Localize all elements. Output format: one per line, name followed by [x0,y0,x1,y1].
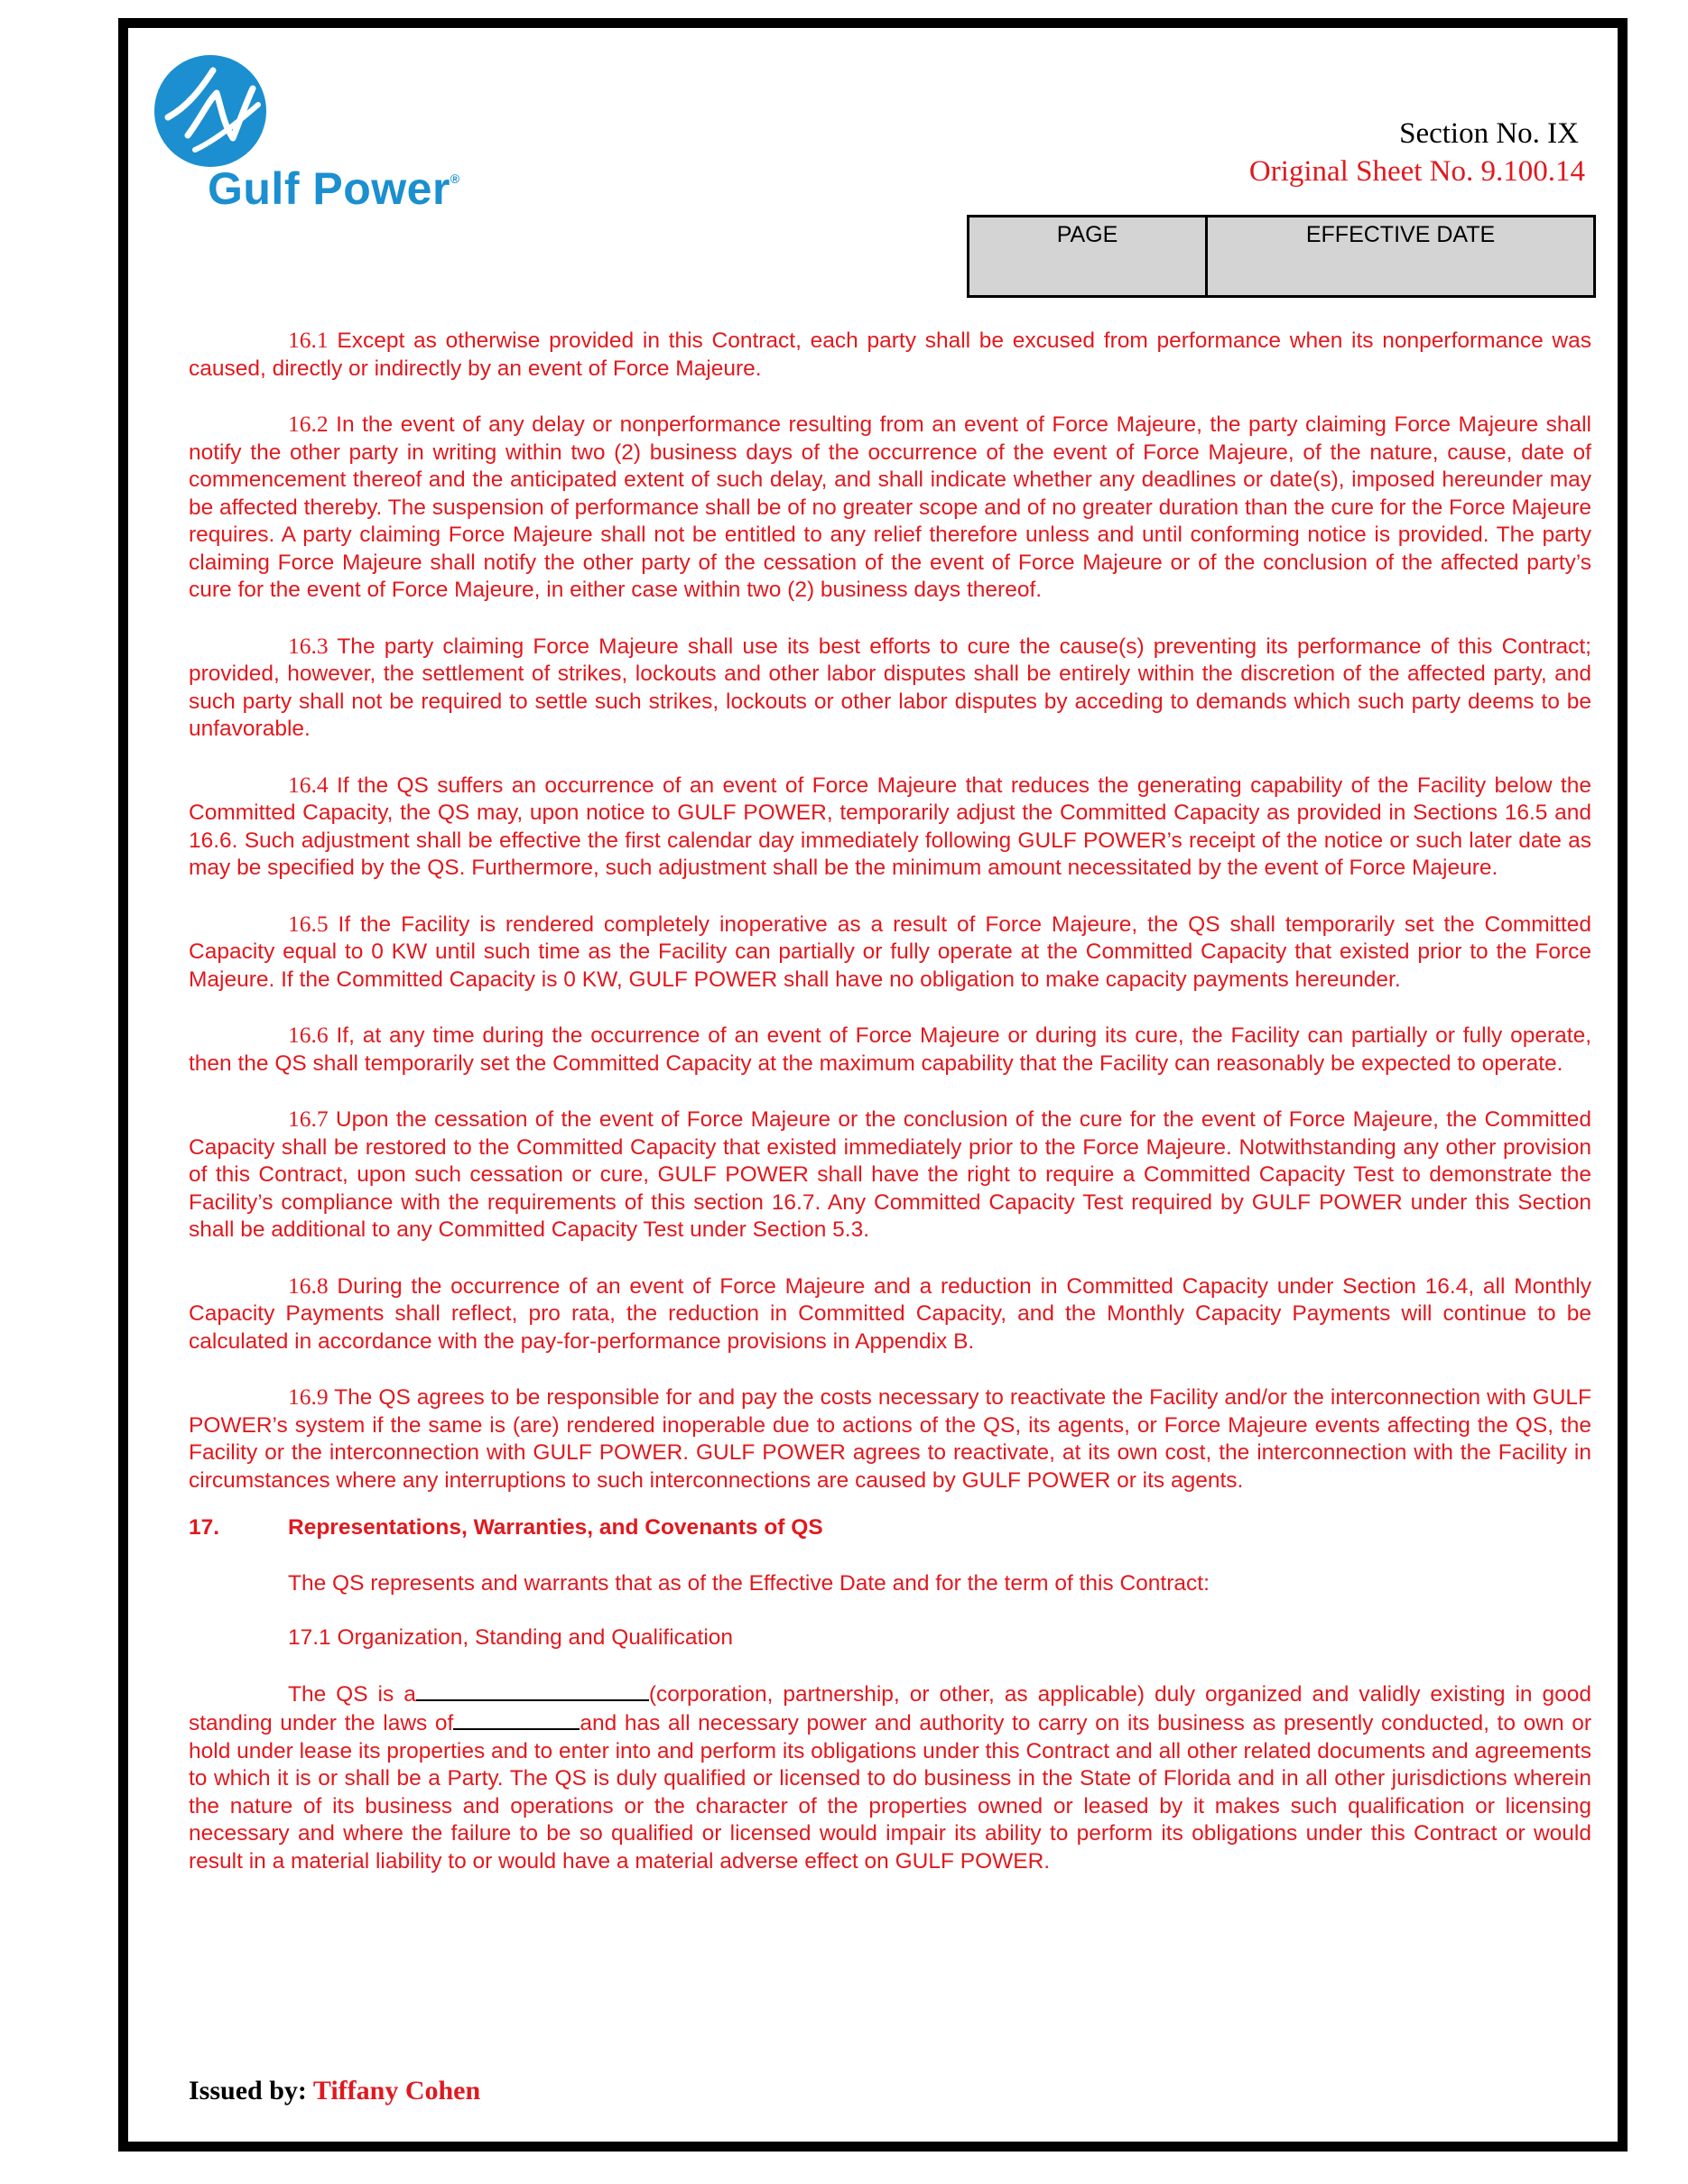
state-of-law-blank [453,1708,580,1730]
paragraph-16-1: 16.1 Except as otherwise provided in this Contract, each party shall be excused from performance when its nonperformance was caused, directly or indirectly by an event of Force Majeure. [189,327,1591,381]
page-effective-date-table [967,215,1596,298]
section-17-number: 17. [189,1515,220,1540]
subsection-17-1-heading: 17.1 Organization, Standing and Qualification [288,1625,734,1650]
document-body [189,327,1591,1903]
paragraph-16-8: 16.8 During the occurrence of an event of Force Majeure and a reduction in Committed Capacity under Section 16.4, all Monthly Capacity Payments shall reflect, pro rata, the reduction in Committed Capacity, and the Monthly Capacity Payments will continue to be calculated in accordance with the pay-for-performance provisions in Appendix B. [189,1272,1591,1354]
issued-by [189,2076,480,2106]
paragraph-16-5: 16.5 If the Facility is rendered completely inoperative as a result of Force Majeure, the QS shall temporarily set the Committed Capacity equal to 0 KW until such time as the Facility can partially or fully operate at the Committed Capacity that existed prior to the Force Majeure. If the Committed Capacity is 0 KW, GULF POWER shall have no obligation to make capacity payments hereunder. [189,910,1591,992]
entity-type-blank [416,1680,649,1701]
effective-date-column-header: EFFECTIVE DATE [1305,222,1496,247]
section-17-heading [189,1514,1591,1542]
paragraph-16-4: 16.4 If the QS suffers an occurrence of an event of Force Majeure that reduces the generating capability of the Facility below the Committed Capacity, the QS may, upon notice to GULF POWER, temporarily adjust the Committed Capacity as provided in Sections 16.5 and 16.6. Such adjustment shall be effective the first calendar day immediately following GULF POWER’s receipt of the notice or such later date as may be specified by the QS. Furthermore, such adjustment shall be the minimum amount necessitated by the event of Force Majeure. [189,771,1591,880]
sheet-number: Original Sheet No. 9.100.14 [1248,155,1585,188]
page-column-header: PAGE [969,217,1208,295]
paragraph-16-9: 16.9 The QS agrees to be responsible for and pay the costs necessary to reactivate the Facility and/or the interconnection with GULF POWER’s system if the same is (are) rendered inoperable due to actions of the QS, its agents, or Force Majeure events affecting the QS, the Facility or the interconnection with GULF POWER. GULF POWER agrees to reactivate, at its own cost, the interconnection with the Facility in circumstances where any interruptions to such interconnections are caused by GULF POWER or its agents. [189,1384,1591,1493]
issued-by-label: Issued by: [189,2076,307,2105]
paragraph-17-1: The QS is a (corporation, partnership, or other, as applicable) duly organized and validly existing in good standing under the laws of and has all necessary power and authority to carry on its business as presently conducted, to own or hold under lease its properties and to enter into and perform its obligations under this Contract and all other related documents and agreements to which it is or shall be a Party. The QS is duly qualified or licensed to do business in the State of Florida and in all other jurisdictions wherein the nature of its business and operations or the character of the properties owned or leased by it makes such qualification or licensing necessary and where the failure to be so qualified or licensed would impair its ability to perform its obligations under this Contract or would result in a material liability to or would have a material adverse effect on GULF POWER. [189,1680,1591,1876]
section-17-title: Representations, Warranties, and Covenants of QS [288,1515,823,1540]
logo-wordmark: Gulf Power® [208,163,460,214]
paragraph-16-6: 16.6 If, at any time during the occurrence of an event of Force Majeure or during its cure, the Facility can partially or fully operate, then the QS shall temporarily set the Committed Capacity at the maximum capability that the Facility can reasonably be expected to operate. [189,1022,1591,1076]
paragraph-16-2: 16.2 In the event of any delay or nonperformance resulting from an event of Force Majeure, the party claiming Force Majeure shall notify the other party in writing within two (2) business days of the occurrence of the event of Force Majeure, of the nature, cause, date of commencement thereof and the anticipated extent of such delay, and shall indicate whether any deadlines or date(s), imposed hereunder may be affected thereby. The suspension of performance shall be of no greater scope and of no greater duration than the cure for the Force Majeure requires. A party claiming Force Majeure shall not be entitled to any relief therefore unless and until conforming notice is provided. The party claiming Force Majeure shall notify the other party of the cessation of the event of Force Majeure or of the conclusion of the affected party’s cure for the event of Force Majeure, in either case within two (2) business days thereof. [189,411,1591,602]
company-logo [152,52,531,219]
paragraph-16-3: 16.3 The party claiming Force Majeure shall use its best efforts to cure the cause(s) preventing its performance of this Contract; provided, however, the settlement of strikes, lockouts and other labor disputes shall be entirely within the discretion of the affected party, and such party shall not be required to settle such strikes, lockouts or other labor disputes by acceding to demands which such party deems to be unfavorable. [189,632,1591,741]
logo-emblem-icon [152,52,269,170]
section-17-intro: The QS represents and warrants that as of the Effective Date and for the term of this Contract: [288,1570,1210,1596]
issuer-name: Tiffany Cohen [312,2076,481,2105]
section-number: Section No. IX [1399,117,1579,150]
paragraph-16-7: 16.7 Upon the cessation of the event of Force Majeure or the conclusion of the cure for the event of Force Majeure, the Committed Capacity shall be restored to the Committed Capacity that existed immediately prior to the Force Majeure. Notwithstanding any other provision of this Contract, upon such cessation or cure, GULF POWER shall have the right to require a Committed Capacity Test to demonstrate the Facility’s compliance with the requirements of this section 16.7. Any Committed Capacity Test required by GULF POWER under this Section shall be additional to any Committed Capacity Test under Section 5.3. [189,1106,1591,1242]
